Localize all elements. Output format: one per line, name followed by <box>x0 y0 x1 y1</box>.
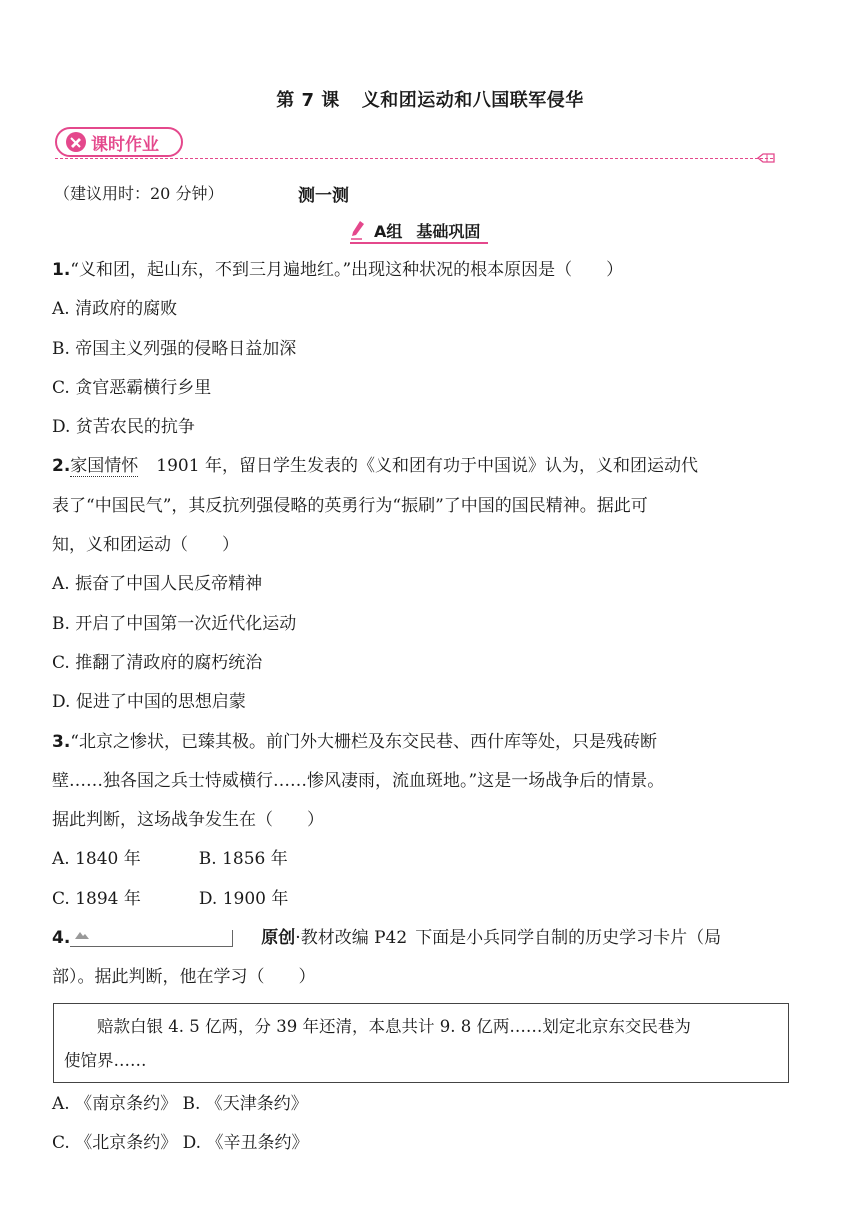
time-hint: （建议用时：20 分钟） <box>54 184 224 203</box>
topic-tag: 家国情怀 <box>70 456 139 477</box>
question-text-line: 知，义和团运动（ ） <box>52 535 239 556</box>
study-card <box>53 1003 789 1083</box>
group-heading <box>350 218 488 244</box>
section-heading: 测一测 <box>298 186 349 206</box>
image-placeholder <box>70 930 233 947</box>
answer-option[interactable]: A. 《南京条约》 <box>52 1093 178 1114</box>
question-text: “北京之惨状，已臻其极。前门外大栅栏及东交民巷、西什库等处，只是残砖断 <box>70 731 657 752</box>
answer-option[interactable]: C. 1894 年 <box>52 888 141 909</box>
answer-option[interactable]: D. 《辛丑条约》 <box>182 1132 309 1153</box>
question-text-line: 部）。据此判断，他在学习（ ） <box>52 967 316 988</box>
homework-banner <box>55 127 183 157</box>
answer-option[interactable]: B. 开启了中国第一次近代化运动 <box>52 613 297 634</box>
source-label: 原创 <box>261 928 296 949</box>
page-title <box>0 86 860 112</box>
question-number: 1. <box>52 260 71 280</box>
answer-option[interactable]: A. 振奋了中国人民反帝精神 <box>52 574 263 595</box>
lesson-topic: 义和团运动和八国联军侵华 <box>361 90 584 111</box>
question-stem <box>52 447 812 486</box>
question-number: 2. <box>52 456 71 477</box>
lesson-number: 第 7 课 <box>276 90 340 111</box>
group-subtitle: 基础巩固 <box>416 221 481 241</box>
pencil-end-icon <box>757 151 775 165</box>
group-name: A组 <box>374 221 403 241</box>
answer-option[interactable]: A. 1840 年 <box>52 849 141 870</box>
question-text: 1901 年，留日学生发表的《义和团有功于中国说》认为，义和团运动代 <box>156 456 698 477</box>
answer-option-row <box>52 1085 812 1124</box>
answer-option[interactable]: D. 促进了中国的思想启蒙 <box>52 692 246 713</box>
homework-label: 课时作业 <box>91 134 159 155</box>
question-text-line: 表了“中国民气”，其反抗列强侵略的英勇行为“振刷”了中国的国民精神。据此可 <box>52 495 648 516</box>
answer-option[interactable]: C. 贪官恶霸横行乡里 <box>52 377 212 398</box>
question-list <box>52 251 812 1163</box>
card-text: 使馆界…… <box>64 1050 147 1070</box>
card-text: 赔款白银 4. 5 亿两，分 39 年还清，本息共计 9. 8 亿两……划定北京东交民巷为 <box>97 1016 691 1036</box>
answer-option[interactable]: B. 1856 年 <box>198 849 288 870</box>
answer-option[interactable]: D. 贫苦农民的抗争 <box>52 417 195 438</box>
dashed-divider <box>55 158 773 159</box>
question-stem <box>52 723 812 762</box>
answer-option[interactable]: C. 《北京条约》 <box>52 1132 178 1153</box>
answer-option-row <box>52 880 812 919</box>
answer-option-row <box>52 840 812 879</box>
question-text-line: 壁……独各国之兵士恃威横行……惨风凄雨，流血斑地。”这是一场战争后的情景。 <box>52 770 665 791</box>
answer-option[interactable]: A. 清政府的腐败 <box>52 299 178 320</box>
image-icon <box>74 928 90 940</box>
pen-icon <box>350 220 368 240</box>
answer-option-row <box>52 1124 812 1163</box>
pencil-ruler-icon <box>65 131 87 153</box>
question-text: “义和团，起山东，不到三月遍地红。”出现这种状况的根本原因是（ ） <box>70 260 624 280</box>
source-note: ·教材改编 P42 <box>295 928 408 949</box>
question-stem <box>52 251 812 290</box>
question-text-line: 据此判断，这场战争发生在（ ） <box>52 810 324 831</box>
question-number: 4. <box>52 928 71 949</box>
answer-option[interactable]: D. 1900 年 <box>198 888 289 909</box>
answer-option[interactable]: B. 帝国主义列强的侵略日益加深 <box>52 338 297 359</box>
question-text: 下面是小兵同学自制的历史学习卡片（局 <box>415 928 722 949</box>
answer-option[interactable]: B. 《天津条约》 <box>182 1093 308 1114</box>
question-number: 3. <box>52 731 71 752</box>
question-stem <box>52 919 812 958</box>
answer-option[interactable]: C. 推翻了清政府的腐朽统治 <box>52 652 263 673</box>
